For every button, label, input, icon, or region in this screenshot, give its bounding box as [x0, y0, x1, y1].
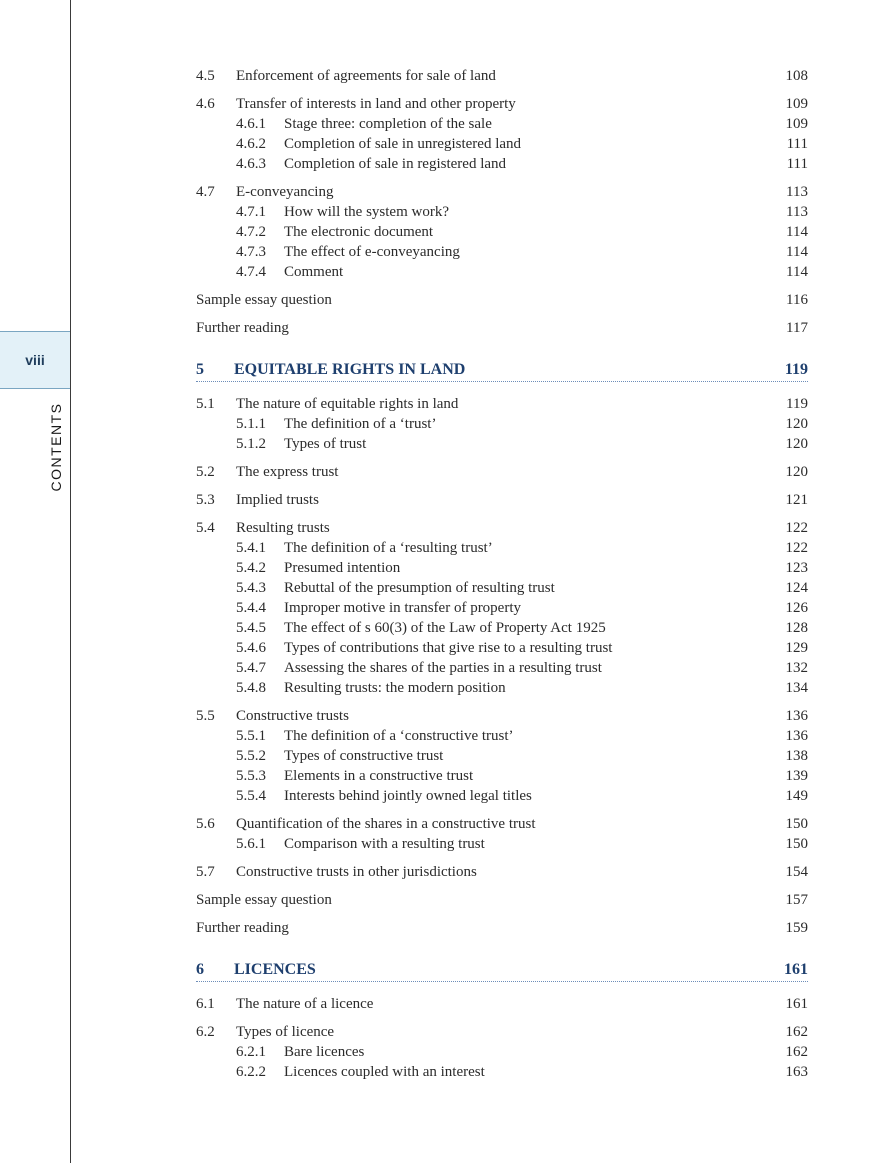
- toc-page-number: 119: [784, 361, 808, 378]
- toc-number: 5.4.4: [236, 600, 266, 616]
- toc-subsection-entry[interactable]: [196, 222, 808, 242]
- toc-subsection-entry[interactable]: [196, 786, 808, 806]
- toc-entry[interactable]: [196, 394, 808, 414]
- toc-number: 4.6.3: [236, 156, 266, 172]
- toc-entry[interactable]: [196, 918, 808, 938]
- toc-number: 4.5: [196, 68, 215, 84]
- toc-page-number: 161: [785, 996, 808, 1012]
- toc-title: Resulting trusts: the modern position: [284, 680, 506, 696]
- toc-subsection-entry[interactable]: [196, 202, 808, 222]
- toc-title: Presumed intention: [284, 560, 401, 576]
- toc-number: 5.4.3: [236, 580, 266, 596]
- toc-title: E-conveyancing: [236, 184, 334, 200]
- toc-number: 5.1.1: [236, 416, 266, 432]
- toc-number: 5.5.1: [236, 728, 266, 744]
- toc-page-number: 134: [785, 680, 808, 696]
- toc-subsection-entry[interactable]: [196, 434, 808, 454]
- toc-page-number: 126: [785, 600, 808, 616]
- toc-page-number: 121: [785, 492, 808, 508]
- table-of-contents: [196, 66, 808, 1082]
- toc-number: 5.5: [196, 708, 215, 724]
- toc-number: 5.1: [196, 396, 215, 412]
- toc-title: The definition of a ‘trust’: [284, 416, 437, 432]
- toc-page-number: 113: [786, 204, 808, 220]
- toc-title: Resulting trusts: [236, 520, 330, 536]
- toc-page-number: 139: [785, 768, 808, 784]
- toc-number: 6.2.2: [236, 1064, 266, 1080]
- toc-subsection-entry[interactable]: [196, 834, 808, 854]
- toc-page-number: 108: [785, 68, 808, 84]
- toc-page-number: 154: [785, 864, 808, 880]
- toc-number: 5.6: [196, 816, 215, 832]
- toc-title: Licences coupled with an interest: [284, 1064, 485, 1080]
- toc-page-number: 128: [785, 620, 808, 636]
- toc-title: Comparison with a resulting trust: [284, 836, 485, 852]
- toc-title: Sample essay question: [196, 892, 332, 908]
- toc-title: Assessing the shares of the parties in a resulting trust: [284, 660, 602, 676]
- toc-title: Transfer of interests in land and other property: [236, 96, 516, 112]
- toc-title: Sample essay question: [196, 292, 332, 308]
- toc-page-number: 109: [785, 96, 808, 112]
- toc-entry[interactable]: [196, 318, 808, 338]
- toc-number: 5.6.1: [236, 836, 266, 852]
- toc-title: The nature of equitable rights in land: [236, 396, 459, 412]
- toc-number: 5.4.2: [236, 560, 266, 576]
- toc-subsection-entry[interactable]: [196, 538, 808, 558]
- toc-number: 5.4.7: [236, 660, 266, 676]
- toc-number: 4.6: [196, 96, 215, 112]
- toc-number: 5.4.5: [236, 620, 266, 636]
- toc-title: The nature of a licence: [236, 996, 374, 1012]
- toc-entry[interactable]: [196, 994, 808, 1014]
- toc-title: Interests behind jointly owned legal titles: [284, 788, 532, 804]
- toc-title: The effect of s 60(3) of the Law of Property Act 1925: [284, 620, 606, 636]
- toc-page-number: 109: [785, 116, 808, 132]
- toc-subsection-entry[interactable]: [196, 242, 808, 262]
- toc-page-number: 157: [785, 892, 808, 908]
- toc-number: 5.4.8: [236, 680, 266, 696]
- toc-number: 5.7: [196, 864, 215, 880]
- toc-number: 6.1: [196, 996, 215, 1012]
- toc-page-number: 122: [785, 540, 808, 556]
- toc-subsection-entry[interactable]: [196, 1062, 808, 1082]
- toc-number: 5.5.4: [236, 788, 266, 804]
- toc-entry[interactable]: [196, 182, 808, 202]
- toc-page-number: 159: [785, 920, 808, 936]
- toc-title: Constructive trusts: [236, 708, 349, 724]
- toc-number: 6: [196, 961, 204, 978]
- toc-page-number: 120: [785, 464, 808, 480]
- margin-rule: [70, 0, 71, 1163]
- toc-title: EQUITABLE RIGHTS IN LAND: [234, 361, 466, 378]
- toc-chapter-heading[interactable]: [196, 959, 808, 982]
- toc-page-number: 138: [785, 748, 808, 764]
- toc-title: The definition of a ‘constructive trust’: [284, 728, 514, 744]
- toc-number: 4.7: [196, 184, 215, 200]
- running-head: CONTENTS: [48, 402, 64, 492]
- toc-subsection-entry[interactable]: [196, 414, 808, 434]
- toc-entry[interactable]: [196, 490, 808, 510]
- toc-page-number: 113: [786, 184, 808, 200]
- toc-page-number: 116: [786, 292, 808, 308]
- toc-page-number: 163: [785, 1064, 808, 1080]
- toc-title: Completion of sale in unregistered land: [284, 136, 522, 152]
- toc-title: Elements in a constructive trust: [284, 768, 474, 784]
- toc-subsection-entry[interactable]: [196, 578, 808, 598]
- toc-title: LICENCES: [234, 961, 316, 978]
- toc-title: Types of contributions that give rise to a resulting trust: [284, 640, 613, 656]
- toc-number: 4.7.1: [236, 204, 266, 220]
- toc-page-number: 149: [785, 788, 808, 804]
- toc-number: 5.5.3: [236, 768, 266, 784]
- toc-subsection-entry[interactable]: [196, 558, 808, 578]
- toc-number: 5.4.6: [236, 640, 266, 656]
- toc-entry[interactable]: [196, 706, 808, 726]
- toc-page-number: 120: [785, 416, 808, 432]
- toc-page-number: 150: [785, 836, 808, 852]
- toc-title: The electronic document: [284, 224, 434, 240]
- toc-subsection-entry[interactable]: [196, 678, 808, 698]
- toc-title: Quantification of the shares in a constructive trust: [236, 816, 536, 832]
- toc-entry[interactable]: [196, 94, 808, 114]
- toc-subsection-entry[interactable]: [196, 598, 808, 618]
- toc-title: Implied trusts: [236, 492, 319, 508]
- toc-page-number: 162: [785, 1044, 808, 1060]
- toc-title: Bare licences: [284, 1044, 365, 1060]
- toc-page-number: 136: [785, 708, 808, 724]
- toc-page-number: 114: [786, 244, 808, 260]
- toc-title: Types of constructive trust: [284, 748, 444, 764]
- toc-subsection-entry[interactable]: [196, 1042, 808, 1062]
- toc-number: 4.6.2: [236, 136, 266, 152]
- toc-title: Completion of sale in registered land: [284, 156, 507, 172]
- toc-number: 6.2.1: [236, 1044, 266, 1060]
- toc-chapter-heading[interactable]: [196, 359, 808, 382]
- page-number-tab: [0, 331, 70, 389]
- toc-title: Types of trust: [284, 436, 367, 452]
- toc-title: The express trust: [236, 464, 339, 480]
- toc-page-number: 136: [785, 728, 808, 744]
- toc-subsection-entry[interactable]: [196, 638, 808, 658]
- toc-subsection-entry[interactable]: [196, 134, 808, 154]
- toc-title: Enforcement of agreements for sale of land: [236, 68, 496, 84]
- toc-title: Comment: [284, 264, 344, 280]
- toc-entry[interactable]: [196, 290, 808, 310]
- toc-page-number: 124: [785, 580, 808, 596]
- toc-number: 5.2: [196, 464, 215, 480]
- toc-title: Types of licence: [236, 1024, 335, 1040]
- toc-title: Constructive trusts in other jurisdictions: [236, 864, 477, 880]
- toc-page-number: 117: [786, 320, 808, 336]
- toc-page-number: 120: [785, 436, 808, 452]
- toc-number: 5.1.2: [236, 436, 266, 452]
- toc-title: Further reading: [196, 920, 289, 936]
- toc-subsection-entry[interactable]: [196, 262, 808, 282]
- toc-number: 6.2: [196, 1024, 215, 1040]
- toc-number: 4.7.2: [236, 224, 266, 240]
- toc-page-number: 161: [784, 961, 808, 978]
- toc-page-number: 129: [785, 640, 808, 656]
- toc-number: 5.4: [196, 520, 215, 536]
- toc-page-number: 150: [785, 816, 808, 832]
- toc-page-number: 111: [786, 156, 808, 172]
- toc-page-number: 114: [786, 264, 808, 280]
- toc-number: 5: [196, 361, 204, 378]
- toc-page-number: 162: [785, 1024, 808, 1040]
- toc-page-number: 122: [785, 520, 808, 536]
- toc-page-number: 119: [786, 396, 808, 412]
- toc-title: Further reading: [196, 320, 289, 336]
- toc-page-number: 114: [786, 224, 808, 240]
- toc-number: 4.6.1: [236, 116, 266, 132]
- toc-entry[interactable]: [196, 518, 808, 538]
- toc-entry[interactable]: [196, 1022, 808, 1042]
- toc-entry[interactable]: [196, 862, 808, 882]
- toc-subsection-entry[interactable]: [196, 114, 808, 134]
- toc-subsection-entry[interactable]: [196, 658, 808, 678]
- toc-entry[interactable]: [196, 66, 808, 86]
- toc-number: 5.3: [196, 492, 215, 508]
- toc-entry[interactable]: [196, 814, 808, 834]
- toc-page-number: 123: [785, 560, 808, 576]
- toc-title: The effect of e-conveyancing: [284, 244, 460, 260]
- toc-number: 4.7.3: [236, 244, 266, 260]
- toc-number: 5.5.2: [236, 748, 266, 764]
- toc-page-number: 132: [785, 660, 808, 676]
- toc-title: The definition of a ‘resulting trust’: [284, 540, 493, 556]
- toc-subsection-entry[interactable]: [196, 154, 808, 174]
- toc-title: Improper motive in transfer of property: [284, 600, 522, 616]
- toc-subsection-entry[interactable]: [196, 726, 808, 746]
- toc-subsection-entry[interactable]: [196, 618, 808, 638]
- toc-subsection-entry[interactable]: [196, 746, 808, 766]
- toc-title: How will the system work?: [284, 204, 449, 220]
- toc-entry[interactable]: [196, 890, 808, 910]
- toc-page-number: 111: [786, 136, 808, 152]
- toc-subsection-entry[interactable]: [196, 766, 808, 786]
- toc-number: 5.4.1: [236, 540, 266, 556]
- toc-title: Stage three: completion of the sale: [284, 116, 492, 132]
- toc-title: Rebuttal of the presumption of resulting trust: [284, 580, 555, 596]
- page-number: viii: [25, 352, 45, 368]
- toc-entry[interactable]: [196, 462, 808, 482]
- toc-number: 4.7.4: [236, 264, 266, 280]
